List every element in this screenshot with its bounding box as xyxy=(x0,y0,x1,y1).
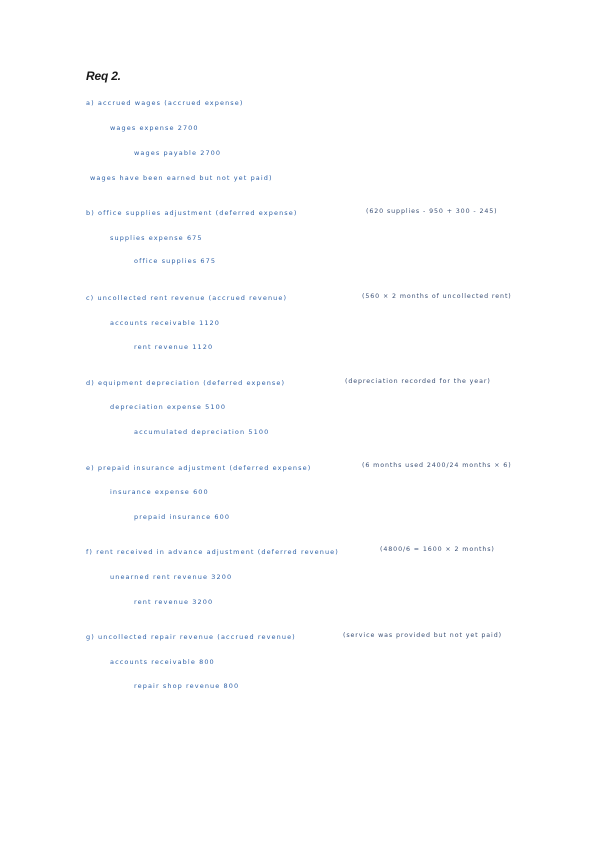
entry-g-debit-line: accounts receivable 800 xyxy=(110,658,215,666)
entry-e-credit-line: prepaid insurance 600 xyxy=(134,513,231,521)
entry-d-header: d) equipment depreciation (deferred expense) xyxy=(86,379,286,387)
page-title: Req 2. xyxy=(86,69,121,83)
entry-g-credit-line: repair shop revenue 800 xyxy=(134,682,240,690)
entry-b-credit-line: office supplies 675 xyxy=(134,257,217,265)
entry-d-debit-line: depreciation expense 5100 xyxy=(110,403,227,411)
entry-a-explanation: wages have been earned but not yet paid) xyxy=(90,174,273,182)
entry-d-credit-line: accumulated depreciation 5100 xyxy=(134,428,270,436)
entry-g xyxy=(0,632,600,702)
entry-d-note: (depreciation recorded for the year) xyxy=(345,378,491,385)
entry-a-credit-line: wages payable 2700 xyxy=(134,149,222,157)
entry-a-header: a) accrued wages (accrued expense) xyxy=(86,99,244,107)
entry-c-credit-line: rent revenue 1120 xyxy=(134,343,214,351)
entry-b xyxy=(0,208,600,278)
entry-g-header: g) uncollected repair revenue (accrued revenue) xyxy=(86,633,296,641)
entry-f-credit-line: rent revenue 3200 xyxy=(134,598,214,606)
entry-f-header: f) rent received in advance adjustment (deferred revenue) xyxy=(86,548,339,556)
entry-e-header: e) prepaid insurance adjustment (deferred expense) xyxy=(86,464,312,472)
entry-a-debit-line: wages expense 2700 xyxy=(110,124,199,132)
entry-f xyxy=(0,547,600,617)
entry-c-note: (560 × 2 months of uncollected rent) xyxy=(362,293,512,300)
entry-b-header: b) office supplies adjustment (deferred expense) xyxy=(86,209,298,217)
entry-e-note: (6 months used 2400/24 months × 6) xyxy=(362,462,512,469)
entry-a xyxy=(0,98,600,182)
entry-c xyxy=(0,293,600,363)
entry-d xyxy=(0,378,600,448)
entry-c-debit-line: accounts receivable 1120 xyxy=(110,319,221,327)
entry-b-debit-line: supplies expense 675 xyxy=(110,234,203,242)
entry-g-note: (service was provided but not yet paid) xyxy=(343,632,502,639)
entry-c-header: c) uncollected rent revenue (accrued revenue) xyxy=(86,294,288,302)
entry-e xyxy=(0,463,600,533)
entry-b-note: (620 supplies - 950 + 300 - 245) xyxy=(366,208,498,215)
entry-e-debit-line: insurance expense 600 xyxy=(110,488,209,496)
entry-f-debit-line: unearned rent revenue 3200 xyxy=(110,573,233,581)
entry-f-note: (4800/6 = 1600 × 2 months) xyxy=(380,546,495,553)
